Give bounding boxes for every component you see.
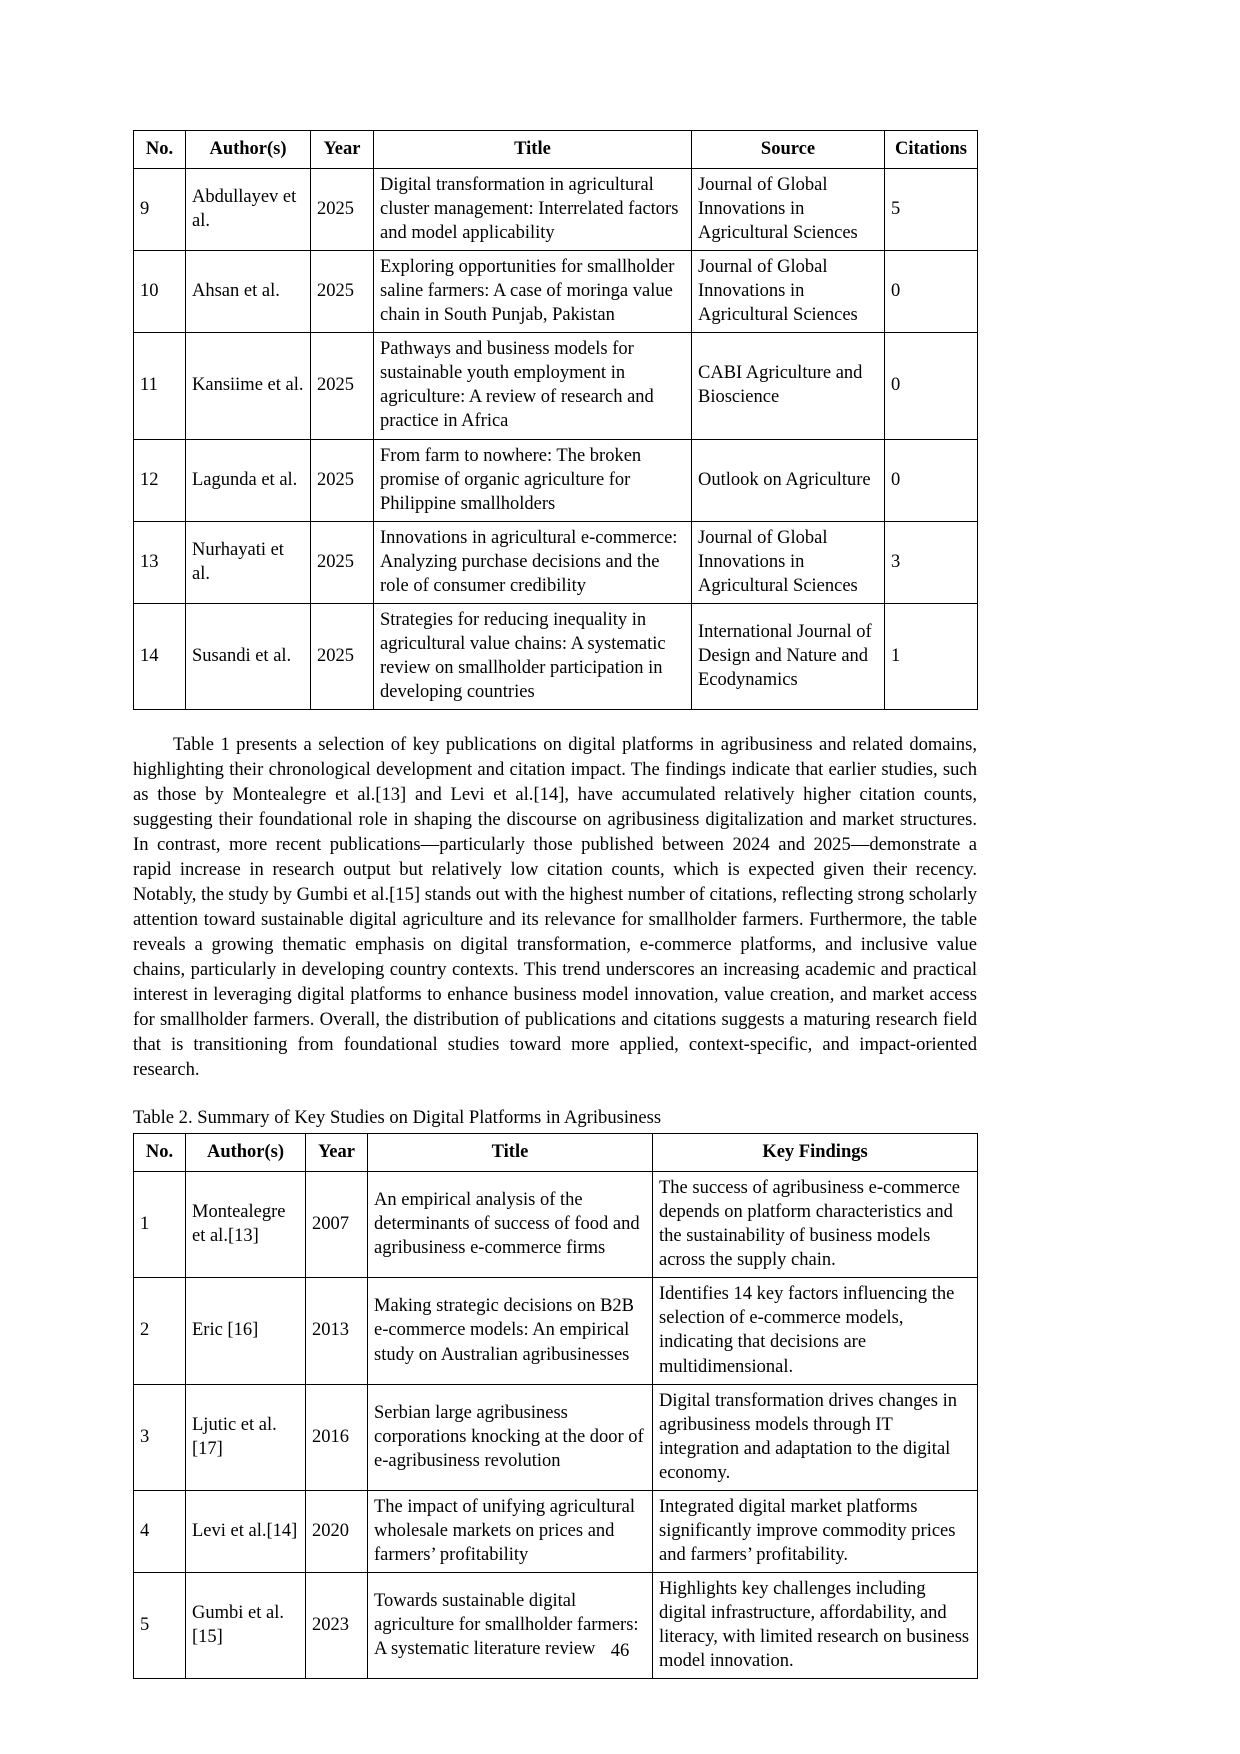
cell-year: 2020: [306, 1490, 368, 1572]
cell-year: 2025: [311, 169, 374, 251]
cell-authors: Kansiime et al.: [186, 333, 311, 439]
table-row: [134, 439, 978, 521]
cell-key-findings: Highlights key challenges including digital infrastructure, affordability, and literacy, with limited research on business model innovation.: [653, 1572, 978, 1678]
cell-no: 9: [134, 169, 186, 251]
cell-source: International Journal of Design and Nature and Ecodynamics: [692, 603, 885, 709]
table-row: [134, 333, 978, 439]
page-number: 46: [610, 1640, 630, 1661]
cell-no: 3: [134, 1384, 186, 1490]
cell-no: 5: [134, 1572, 186, 1678]
column-header-title: Title: [368, 1134, 653, 1172]
cell-authors: Ahsan et al.: [186, 251, 311, 333]
cell-title: Strategies for reducing inequality in agricultural value chains: A systematic review on smallholder participation in developing countries: [374, 603, 692, 709]
cell-authors: Levi et al.[14]: [186, 1490, 306, 1572]
table-row: [134, 521, 978, 603]
column-header-key-findings: Key Findings: [653, 1134, 978, 1172]
cell-year: 2025: [311, 521, 374, 603]
cell-year: 2013: [306, 1278, 368, 1384]
cell-authors: Abdullayev et al.: [186, 169, 311, 251]
cell-authors: Ljutic et al.[17]: [186, 1384, 306, 1490]
column-header-title: Title: [374, 131, 692, 169]
column-header-authors: Author(s): [186, 131, 311, 169]
cell-citations: 1: [885, 603, 978, 709]
column-header-authors: Author(s): [186, 1134, 306, 1172]
column-header-year: Year: [311, 131, 374, 169]
cell-year: 2025: [311, 333, 374, 439]
body-paragraph: Table 1 presents a selection of key publications on digital platforms in agribusiness and related domains, highlighting their chronological development and citation impact. The findings indicate that earlier studies, such as those by Montealegre et al.[13] and Levi et al.[14], have accumulated relatively higher citation counts, suggesting their foundational role in shaping the discourse on agribusiness digitalization and market structures. In contrast, more recent publications—particularly those published between 2024 and 2025—demonstrate a rapid increase in research output but relatively low citation counts, which is expected given their recency. Notably, the study by Gumbi et al.[15] stands out with the highest number of citations, reflecting strong scholarly attention toward sustainable digital agriculture and its relevance for smallholder farmers. Furthermore, the table reveals a growing thematic emphasis on digital transformation, e-commerce platforms, and inclusive value chains, particularly in developing country contexts. This trend underscores an increasing academic and practical interest in leveraging digital platforms to enhance business model innovation, value creation, and market access for smallholder farmers. Overall, the distribution of publications and citations suggests a maturing research field that is transitioning from foundational studies toward more applied, context-specific, and impact-oriented research.: [133, 733, 977, 1080]
cell-title: Digital transformation in agricultural cluster management: Interrelated factors and model applicability: [374, 169, 692, 251]
table-1-publications: [133, 130, 978, 710]
cell-authors: Montealegre et al.[13]: [186, 1172, 306, 1278]
cell-authors: Eric [16]: [186, 1278, 306, 1384]
cell-year: 2025: [311, 439, 374, 521]
cell-title: Serbian large agribusiness corporations knocking at the door of e-agribusiness revolution: [368, 1384, 653, 1490]
table-row: [134, 1490, 978, 1572]
cell-no: 14: [134, 603, 186, 709]
table-row: [134, 1572, 978, 1678]
cell-key-findings: Digital transformation drives changes in agribusiness models through IT integration and adaptation to the digital economy.: [653, 1384, 978, 1490]
cell-title: The impact of unifying agricultural wholesale markets on prices and farmers’ profitability: [368, 1490, 653, 1572]
table-row: [134, 1384, 978, 1490]
cell-source: Journal of Global Innovations in Agricultural Sciences: [692, 251, 885, 333]
cell-source: Journal of Global Innovations in Agricultural Sciences: [692, 169, 885, 251]
table-header-row: [134, 131, 978, 169]
cell-key-findings: The success of agribusiness e-commerce depends on platform characteristics and the sustainability of business models across the supply chain.: [653, 1172, 978, 1278]
table-row: [134, 1172, 978, 1278]
cell-citations: 3: [885, 521, 978, 603]
cell-no: 13: [134, 521, 186, 603]
table-row: [134, 1278, 978, 1384]
cell-source: Journal of Global Innovations in Agricultural Sciences: [692, 521, 885, 603]
cell-year: 2025: [311, 603, 374, 709]
cell-no: 10: [134, 251, 186, 333]
cell-year: 2023: [306, 1572, 368, 1678]
cell-authors: Susandi et al.: [186, 603, 311, 709]
cell-title: Exploring opportunities for smallholder saline farmers: A case of moringa value chain in South Punjab, Pakistan: [374, 251, 692, 333]
cell-title: Making strategic decisions on B2B e-commerce models: An empirical study on Australian agribusinesses: [368, 1278, 653, 1384]
column-header-no: No.: [134, 131, 186, 169]
table-2-caption: Table 2. Summary of Key Studies on Digital Platforms in Agribusiness: [133, 1106, 662, 1128]
column-header-source: Source: [692, 131, 885, 169]
cell-authors: Nurhayati et al.: [186, 521, 311, 603]
table-row: [134, 251, 978, 333]
table-row: [134, 169, 978, 251]
cell-key-findings: Integrated digital market platforms significantly improve commodity prices and farmers’ profitability.: [653, 1490, 978, 1572]
cell-year: 2007: [306, 1172, 368, 1278]
cell-year: 2016: [306, 1384, 368, 1490]
cell-no: 1: [134, 1172, 186, 1278]
cell-title: From farm to nowhere: The broken promise of organic agriculture for Philippine smallholders: [374, 439, 692, 521]
cell-authors: Lagunda et al.: [186, 439, 311, 521]
cell-authors: Gumbi et al.[15]: [186, 1572, 306, 1678]
cell-title: Innovations in agricultural e-commerce: Analyzing purchase decisions and the role of consumer credibility: [374, 521, 692, 603]
cell-no: 12: [134, 439, 186, 521]
cell-citations: 5: [885, 169, 978, 251]
cell-year: 2025: [311, 251, 374, 333]
cell-source: CABI Agriculture and Bioscience: [692, 333, 885, 439]
cell-citations: 0: [885, 439, 978, 521]
cell-no: 4: [134, 1490, 186, 1572]
table-header-row: [134, 1134, 978, 1172]
column-header-year: Year: [306, 1134, 368, 1172]
cell-title: Towards sustainable digital agriculture for smallholder farmers: A systematic literature review: [368, 1572, 653, 1678]
cell-title: An empirical analysis of the determinants of success of food and agribusiness e-commerce firms: [368, 1172, 653, 1278]
cell-citations: 0: [885, 333, 978, 439]
cell-citations: 0: [885, 251, 978, 333]
cell-no: 11: [134, 333, 186, 439]
cell-source: Outlook on Agriculture: [692, 439, 885, 521]
column-header-no: No.: [134, 1134, 186, 1172]
column-header-citations: Citations: [885, 131, 978, 169]
table-2-key-studies: [133, 1133, 978, 1679]
table-row: [134, 603, 978, 709]
cell-title: Pathways and business models for sustainable youth employment in agriculture: A review of research and practice in Africa: [374, 333, 692, 439]
cell-key-findings: Identifies 14 key factors influencing the selection of e-commerce models, indicating that decisions are multidimensional.: [653, 1278, 978, 1384]
cell-no: 2: [134, 1278, 186, 1384]
